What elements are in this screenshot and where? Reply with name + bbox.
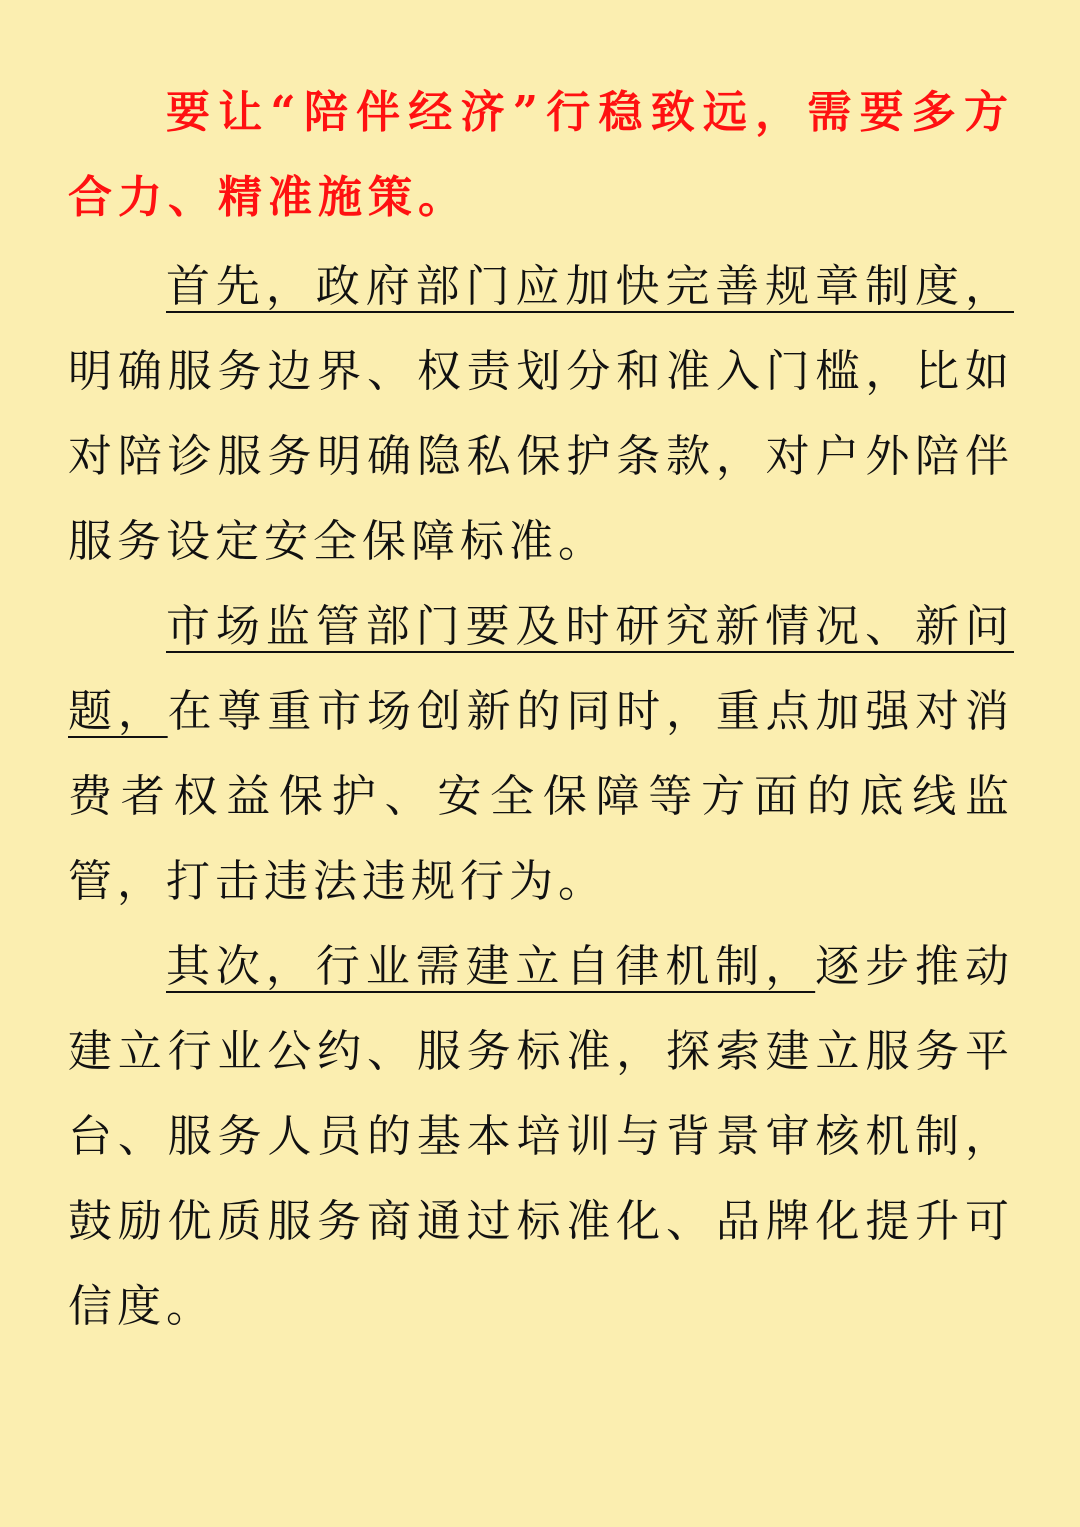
paragraph-market-supervision [68, 584, 1014, 924]
paragraph-industry [68, 924, 1014, 1349]
paragraph-text: 在尊重市场创新的同时，重点加强对消费者权益保护、安全保障等方面的底线监管，打击违法违规行为。 [68, 686, 1015, 907]
underlined-phrase: 市场监管部门要及时研究新情况、新问题， [68, 601, 1014, 737]
headline-paragraph: 要让“陪伴经济”行稳致远，需要多方合力、精准施策。 [68, 87, 1014, 223]
paragraph-government [68, 244, 1014, 584]
underlined-phrase: 首先，政府部门应加快完善规章制度， [166, 261, 1014, 312]
paragraph-text: 明确服务边界、权责划分和准入门槛，比如对陪诊服务明确隐私保护条款，对户外陪伴服务设定安全保障标准。 [68, 346, 1014, 567]
underlined-phrase: 其次，行业需建立自律机制， [166, 941, 816, 992]
paragraph-text: 逐步推动建立行业公约、服务标准，探索建立服务平台、服务人员的基本培训与背景审核机制，鼓励优质服务商通过标准化、品牌化提升可信度。 [68, 941, 1014, 1332]
